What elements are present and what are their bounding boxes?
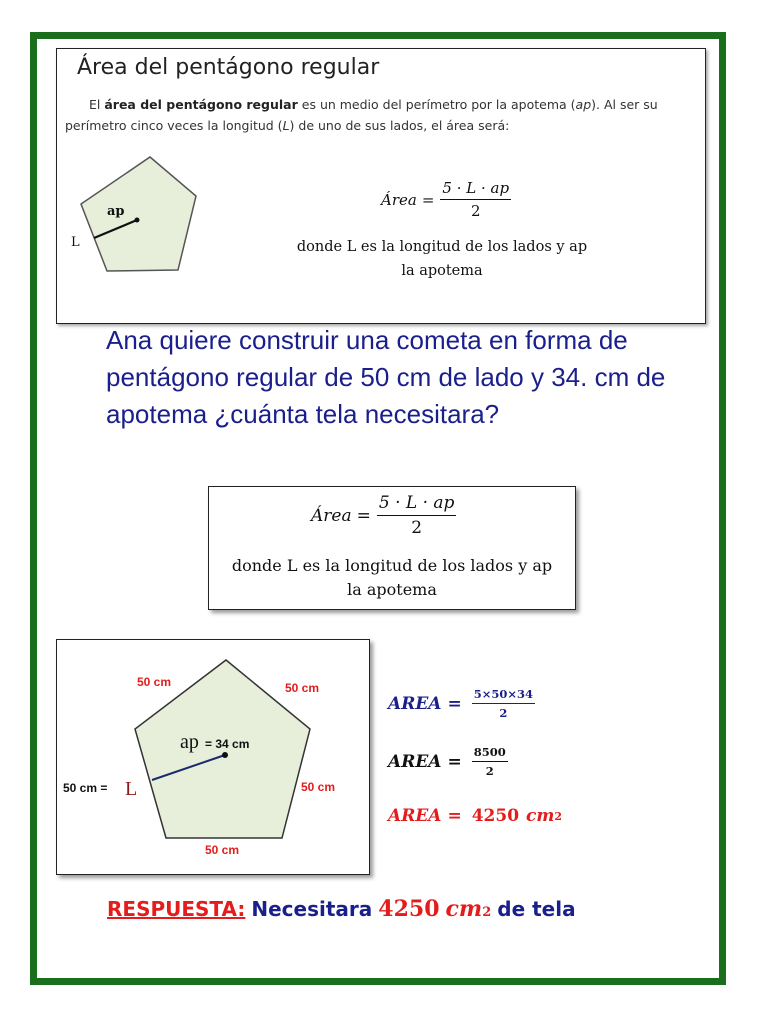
calc-step-1-denominator: 2: [499, 706, 508, 720]
calc-step-2-denominator: 2: [485, 764, 494, 778]
left-label-L: L: [125, 778, 138, 800]
formula-box-denominator: 2: [411, 518, 423, 538]
reference-ap-label: ap: [107, 204, 125, 219]
side-label-top-right: 50 cm: [285, 681, 320, 695]
calc-step-1: AREA = $\frac{5\times 50\times 34}{2}$: [388, 687, 533, 720]
calc-step-3-exp: 2: [554, 809, 563, 823]
reference-formula: [381, 179, 511, 220]
reference-pentagon-diagram: [71, 153, 201, 275]
reference-formula-eq: =: [421, 190, 435, 209]
left-label-text: 50 cm =: [63, 781, 108, 795]
formula-box-formula: [311, 493, 456, 538]
calc-step-3-unit: cm: [526, 806, 555, 826]
answer-text-2: de tela: [497, 897, 576, 921]
reference-formula-note: donde L es la longitud de los lados y ap la apotema: [296, 239, 588, 279]
side-label-right: 50 cm: [301, 780, 336, 794]
reference-title: Área del pentágono regular: [77, 55, 380, 80]
problem-question: Ana quiere construir una cometa en forma de pentágono regular de 50 cm de lado y 34. cm de apotema ¿cuánta tela necesitara?: [106, 325, 666, 429]
reference-pentagon: [81, 157, 196, 271]
reference-description: El área del pentágono regular es un medio del perímetro por la apotema (ap). Al ser su perímetro cinco veces la longitud (L) de uno de sus lados, el área será:: [65, 97, 658, 133]
side-label-bottom: 50 cm: [205, 843, 240, 857]
answer-label: RESPUESTA:: [107, 897, 246, 921]
answer-unit: cm: [445, 896, 483, 922]
calc-step-2: AREA = $\frac{8500}{2}$: [388, 745, 506, 778]
pentagon-diagram: [57, 640, 369, 874]
calc-step-3-value: 4250: [471, 806, 520, 826]
formula-box-lhs: Área: [311, 505, 352, 526]
reference-formula-denominator: 2: [470, 202, 481, 220]
answer-exp: 2: [482, 905, 492, 920]
center-dot: [222, 752, 228, 758]
formula-box-eq: =: [356, 505, 371, 526]
answer-line: [107, 896, 576, 922]
formula-box-numerator: 5 · L · ap: [377, 493, 457, 516]
reference-formula-lhs: Área: [381, 190, 417, 209]
reference-l-label: L: [71, 235, 80, 250]
reference-box: [56, 48, 706, 324]
formula-box: [208, 486, 576, 610]
formula-box-note: donde L es la longitud de los lados y ap la apotema: [231, 556, 553, 599]
side-label-top-left: 50 cm: [137, 675, 172, 689]
calc-step-3: AREA = 4250 cm 2: [388, 806, 563, 826]
ap-value-label: = 34 cm: [205, 737, 250, 751]
ap-label: ap: [180, 731, 199, 753]
reference-center-dot: [135, 218, 140, 223]
answer-value: 4250: [378, 896, 440, 922]
answer-text-1: Necesitara: [251, 897, 373, 921]
reference-formula-numerator: 5 · L · ap: [440, 179, 511, 200]
calc-step-2-numerator: 8500: [472, 745, 508, 762]
pentagon-diagram-box: [56, 639, 370, 875]
calc-step-1-numerator: 5×50×34: [472, 687, 535, 704]
